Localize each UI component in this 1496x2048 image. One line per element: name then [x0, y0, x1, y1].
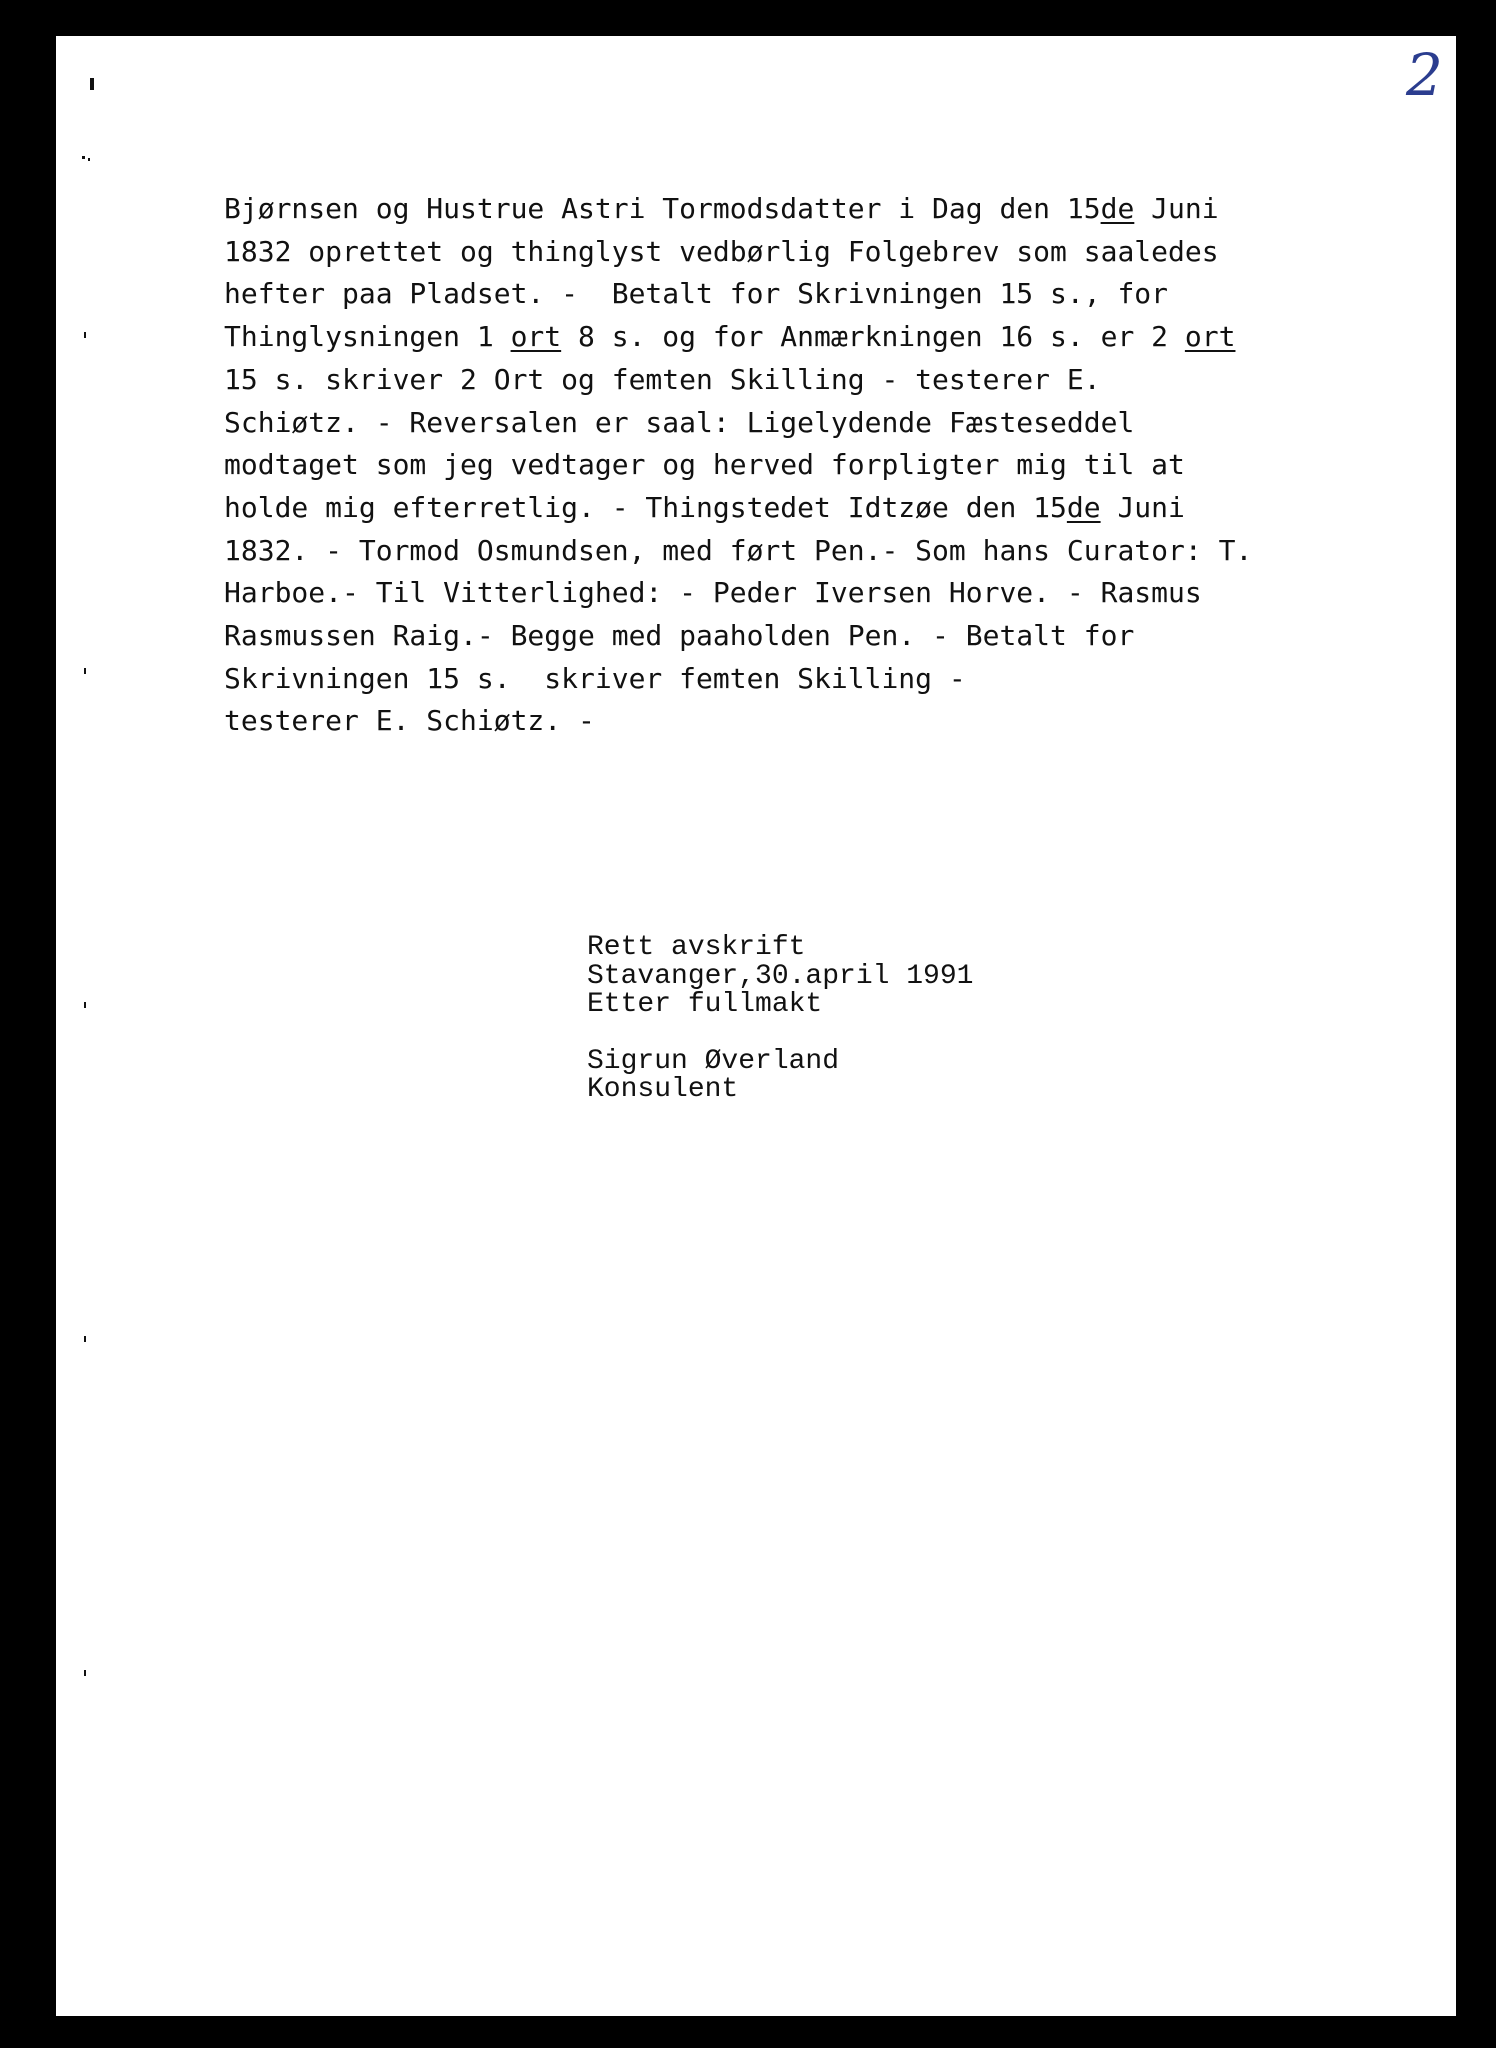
underlined-text: de	[1100, 192, 1135, 225]
text-segment: 15 s. skriver 2 Ort og femten Skilling - testerer E.	[224, 362, 1101, 396]
text-line	[224, 615, 1252, 658]
transcription-body	[224, 188, 1252, 743]
underlined-text: de	[1066, 490, 1101, 524]
text-line	[224, 572, 1252, 615]
text-segment: hefter paa Pladset. - Betalt for Skrivningen 15 s., for	[224, 277, 1169, 311]
text-line	[224, 273, 1252, 316]
document-page	[56, 36, 1460, 2016]
text-segment: testerer E. Schiøtz. -	[224, 704, 595, 738]
text-segment: 8 s. og for Anmærkningen 16 s. er 2	[561, 320, 1185, 354]
handwritten-page-number: 2	[1406, 41, 1443, 109]
authority-line: Etter fullmakt	[587, 989, 823, 1020]
text-segment: 1832. - Tormod Osmundsen, med ført Pen.- Som hans Curator: T.	[224, 533, 1253, 567]
margin-mark	[88, 158, 90, 161]
text-line	[224, 359, 1252, 402]
underlined-text: ort	[1184, 320, 1236, 354]
margin-mark	[82, 156, 85, 159]
spacer	[587, 1020, 973, 1048]
text-segment: modtaget som jeg vedtager og herved forpligter mig til at	[224, 448, 1185, 482]
text-segment: Juni	[1134, 192, 1219, 225]
text-line	[224, 402, 1252, 445]
margin-mark	[84, 332, 86, 338]
text-line	[224, 188, 1252, 231]
text-segment: Rasmussen Raig.- Begge med paaholden Pen. - Betalt for	[224, 619, 1135, 653]
text-line	[224, 444, 1252, 487]
certification-block	[587, 934, 973, 1105]
text-line	[224, 316, 1252, 359]
margin-mark	[90, 78, 94, 90]
text-segment: 1832 oprettet og thinglyst vedbørlig Folgebrev som saaledes	[224, 234, 1219, 268]
margin-mark	[84, 1670, 86, 1676]
text-line	[224, 700, 1252, 743]
certification-line: Rett avskrift	[587, 932, 806, 963]
signatory-title: Konsulent	[587, 1074, 739, 1105]
signatory-name: Sigrun Øverland	[587, 1045, 840, 1077]
margin-mark	[1456, 36, 1460, 2016]
text-line	[224, 658, 1252, 701]
margin-mark	[84, 1002, 86, 1008]
text-segment: Skrivningen 15 s. skriver femten Skilling -	[224, 661, 966, 695]
text-segment: Juni	[1100, 490, 1185, 524]
text-line	[224, 530, 1252, 573]
text-segment: Harboe.- Til Vitterlighed: - Peder Iversen Horve. - Rasmus	[224, 576, 1202, 610]
text-line	[224, 231, 1252, 274]
text-segment: Bjørnsen og Hustrue Astri Tormodsdatter i Dag den 15	[224, 192, 1101, 225]
margin-mark	[84, 1336, 86, 1342]
text-segment: Schiøtz. - Reversalen er saal: Ligelydende Fæsteseddel	[224, 405, 1135, 439]
margin-mark	[84, 668, 86, 674]
place-date-line: Stavanger,30.april 1991	[587, 960, 974, 992]
text-segment: holde mig efterretlig. - Thingstedet Idtzøe den 15	[224, 490, 1067, 524]
text-segment: Thinglysningen 1	[224, 320, 511, 354]
text-line	[224, 487, 1252, 530]
underlined-text: ort	[510, 320, 562, 354]
